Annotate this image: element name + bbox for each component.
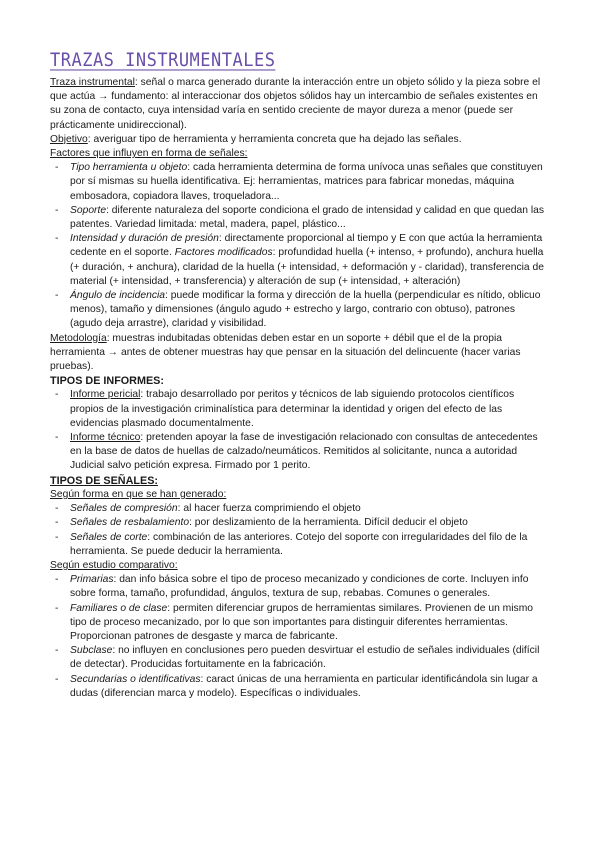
item-text: : permiten diferenciar grupos de herramientas similares. Provienen de un mismo tipo de proceso mecanizado, por lo que son importantes para distinguir diferentes herramientas. Proporcionan patrones de desgaste y marca de fabricante. [70, 602, 534, 642]
item-term: Señales de compresión [70, 503, 178, 515]
item-term: Señales de resbalamiento [70, 517, 190, 529]
informes-list [50, 388, 548, 473]
bullet-dash: - [55, 574, 59, 586]
item-term: Familiares o de clase [70, 602, 168, 614]
forma-heading: Según forma en que se han generado: [50, 488, 227, 500]
item-text: : trabajo desarrollado por peritos y técnicos de lab siguiendo protocolos científicos propios de la investigación criminalística para determinar la identidad y origen del efecto de las evidencias plasmado documentalmente. [70, 389, 515, 429]
bullet-dash: - [55, 204, 59, 216]
objetivo-text: : averiguar tipo de herramienta y herramienta concreta que ha dejado las señales. [87, 133, 462, 145]
item-text: : puede modificar la forma y dirección de la huella (perpendicular es nítido, oblicuo menos), tamaño y dimensiones (ángulo agudo + estrecho y largo, contrario con obtuso), patrones (agudo deja arrastre), claridad y visibilidad. [70, 290, 541, 330]
metodologia-text: : muestras indubitadas obtenidas deben estar en un soporte + débil que el de la propia herramienta → antes de obtener muestras hay que pensar en la situación del delincuente (hacer varias pruebas). [50, 332, 521, 373]
item-text: : por deslizamiento de la herramienta. Difícil deducir el objeto [189, 517, 468, 529]
list-item [50, 289, 548, 332]
item-term: Tipo herramienta u objeto [70, 162, 188, 174]
item-text: : no influyen en conclusiones pero pueden desvirtuar el estudio de señales individuales (difícil de detectar). Producidas fortuitamente en la fabricación. [70, 645, 540, 671]
list-item [50, 644, 548, 672]
item-term: Intensidad y duración de presión [70, 233, 219, 245]
bullet-dash: - [55, 503, 59, 515]
metodologia-paragraph [50, 332, 548, 375]
bullet-dash: - [55, 673, 59, 685]
item-term: Informe pericial [70, 389, 141, 401]
bullet-dash: - [55, 517, 59, 529]
bullet-dash: - [55, 432, 59, 444]
objetivo-paragraph [50, 133, 548, 147]
list-item [50, 502, 548, 516]
item-text: : directamente proporcional al tiempo y E con que actúa la herramienta cedente en el soporte. [70, 233, 543, 259]
metodologia-term: Metodología [50, 332, 107, 344]
factores-heading: Factores que influyen en forma de señales: [50, 148, 248, 160]
item-text: : diferente naturaleza del soporte condiciona el grado de intensidad y calidad en que quedan las patentes. Variedad limitada: metal, madera, papel, plástico... [70, 204, 545, 231]
list-item [50, 204, 548, 232]
item-term: Subclase [70, 645, 113, 657]
forma-list [50, 502, 548, 559]
item-text: : pretenden apoyar la fase de investigación relacionado con consultas de antecedentes en la base de datos de huellas de calzado/neumáticos. Remitidos al solicitante, nunca a autoridad Judicial salvo petición expresa. Firmado por 1 perito. [70, 432, 538, 472]
list-item [50, 531, 548, 559]
list-item [50, 673, 548, 701]
bullet-dash: - [55, 645, 59, 657]
informes-heading: TIPOS DE INFORMES: [50, 375, 164, 388]
item-text: : al hacer fuerza comprimiendo el objeto [177, 503, 361, 515]
item-term: Ángulo de incidencia [70, 290, 166, 302]
list-item [50, 161, 548, 204]
item-term: Secundarias o identificativas [70, 673, 201, 685]
item-term-secondary: Factores modificados [174, 247, 273, 259]
item-text-secondary: : profundidad huella (+ intenso, + profundo), anchura huella (+ duración, + anchura), claridad de la huella (+ intensidad, + deformación y - claridad), transferencia de material (+ intensidad, + transferencia) y alteración de sup (+ intensidad, + alteración) [70, 247, 544, 287]
list-item [50, 573, 548, 601]
document-title: TRAZAS INSTRUMENTALES [50, 50, 276, 72]
list-item [50, 388, 548, 431]
factores-list [50, 161, 548, 331]
item-text: : dan info básica sobre el tipo de proceso mecanizado y condiciones de corte. Incluyen info sobre forma, tamaño, profundidad, ángulos, textura de sup, rebabas. Comunes o generales. [70, 574, 529, 600]
objetivo-term: Objetivo [50, 133, 88, 145]
item-term: Señales de corte [70, 531, 148, 543]
estudio-list [50, 573, 548, 701]
estudio-heading: Según estudio comparativo: [50, 559, 178, 571]
bullet-dash: - [55, 233, 59, 245]
list-item [50, 232, 548, 289]
bullet-dash: - [55, 162, 59, 174]
bullet-dash: - [55, 290, 59, 302]
item-term: Informe técnico [70, 432, 141, 444]
item-text: : cada herramienta determina de forma unívoca unas señales que constituyen por sí mismas su huella identificativa. Ej: herramientas, matrices para fabricar monedas, máquina embosadora, copiadora llaves, troqueladora... [70, 162, 543, 202]
senales-heading: TIPOS DE SEÑALES: [50, 474, 158, 487]
item-text: : combinación de las anteriores. Cotejo del soporte con irregularidades del filo de la herramienta. Se puede deducir la herramienta. [70, 531, 528, 557]
intro-term: Traza instrumental [50, 77, 135, 88]
list-item [50, 602, 548, 645]
list-item [50, 516, 548, 530]
item-text: : caract únicas de una herramienta en particular identificándola sin lugar a dudas (diferencian marca y modelo). Específicas o individuales. [70, 673, 538, 699]
item-term: Soporte [70, 204, 107, 216]
list-item [50, 431, 548, 474]
bullet-dash: - [55, 602, 59, 614]
intro-paragraph [50, 76, 548, 133]
intro-text: : señal o marca generado durante la interacción entre un objeto sólido y la pieza sobre el que actúa → fundamento: al interaccionar dos objetos sólidos hay un intercambio de señales existentes en su zona de contacto, cuya intensidad varía en sentido creciente de mayor dureza a menor (puede ser prácticamente unidireccional). [50, 77, 541, 131]
item-term: Primarias [70, 574, 114, 586]
bullet-dash: - [55, 389, 59, 401]
bullet-dash: - [55, 531, 59, 543]
